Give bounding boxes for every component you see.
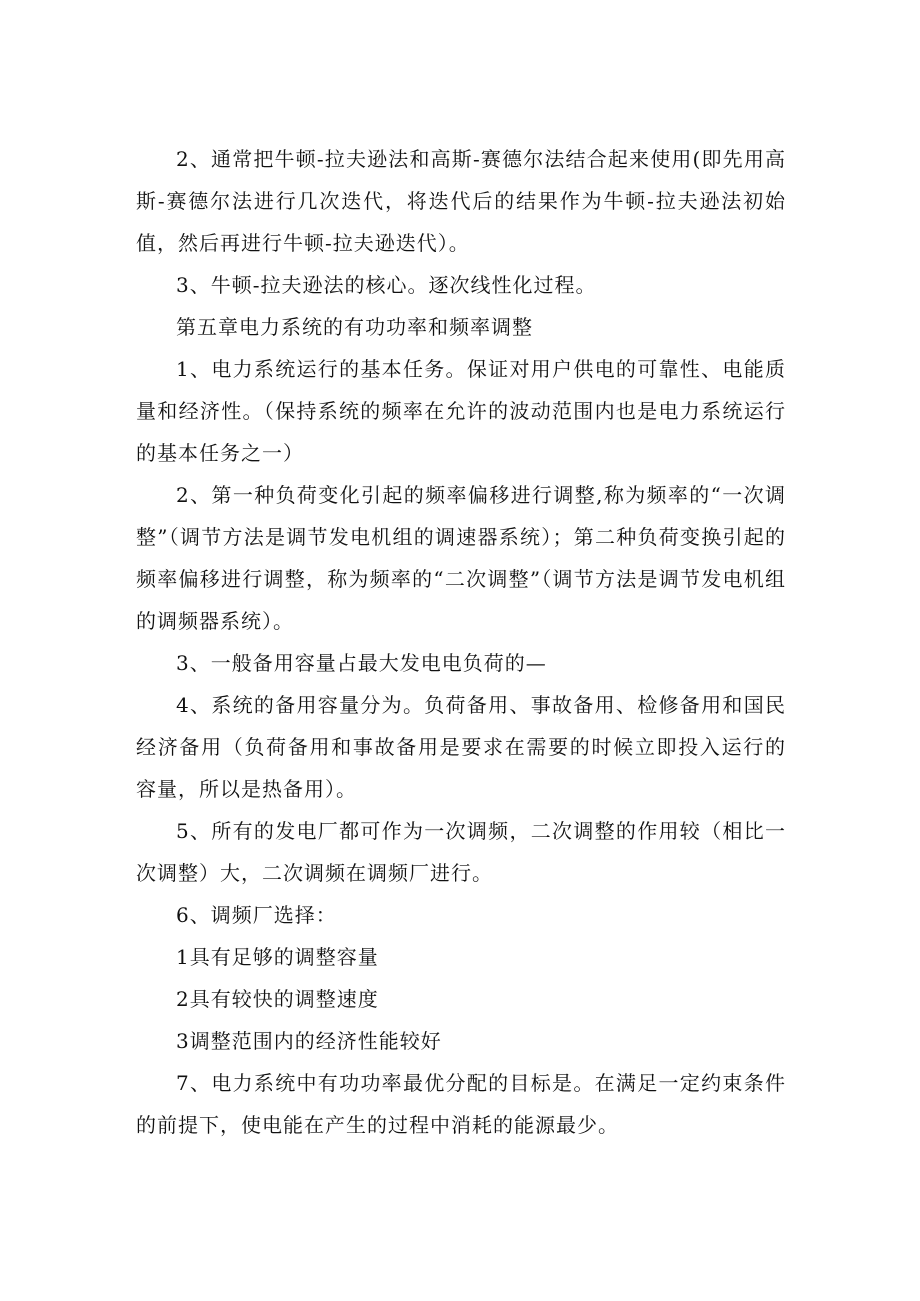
list-item-fast-speed: 2具有较快的调整速度 xyxy=(176,987,379,1011)
chapter-five-heading: 第五章电力系统的有功功率和频率调整 xyxy=(176,315,533,339)
paragraph-reserve-types: 4、系统的备用容量分为。负荷备用、事故备用、检修备用和国民经济备用（负荷备用和事故备用是要求在需要的时候立即投入运行的容量，所以是热备用）。 xyxy=(136,693,786,801)
paragraph-newton-core: 3、牛顿-拉夫逊法的核心。逐次线性化过程。 xyxy=(176,273,597,297)
paragraph-primary-secondary-regulation: 5、所有的发电厂都可作为一次调频，二次调整的作用较（相比一次调整）大，二次调频在调频厂进行。 xyxy=(136,819,786,885)
paragraph-frequency-adjustment: 2、第一种负荷变化引起的频率偏移进行调整,称为频率的“一次调整”（调节方法是调节发电机组的调速器系统）；第二种负荷变换引起的频率偏移进行调整，称为频率的“二次调整”（调节方法是调节发电机组的调频器系统）。 xyxy=(136,483,786,633)
paragraph-newton-gauss-combination: 2、通常把牛顿-拉夫逊法和高斯-赛德尔法结合起来使用(即先用高斯-赛德尔法进行几次迭代，将迭代后的结果作为牛顿-拉夫逊法初始值，然后再进行牛顿-拉夫逊迭代）。 xyxy=(136,147,786,255)
paragraph-regulating-plant-selection: 6、调频厂选择： xyxy=(176,903,337,927)
paragraph-basic-task: 1、电力系统运行的基本任务。保证对用户供电的可靠性、电能质量和经济性。（保持系统的频率在允许的波动范围内也是电力系统运行的基本任务之一） xyxy=(136,357,786,465)
list-item-sufficient-capacity: 1具有足够的调整容量 xyxy=(176,945,379,969)
paragraph-reserve-capacity-ratio: 3、一般备用容量占最大发电电负荷的— xyxy=(176,651,547,675)
list-item-good-economy: 3调整范围内的经济性能较好 xyxy=(176,1029,442,1053)
paragraph-optimal-distribution-goal: 7、电力系统中有功功率最优分配的目标是。在满足一定约束条件的前提下，使电能在产生的过程中消耗的能源最少。 xyxy=(136,1071,786,1137)
document-body xyxy=(136,138,786,1146)
